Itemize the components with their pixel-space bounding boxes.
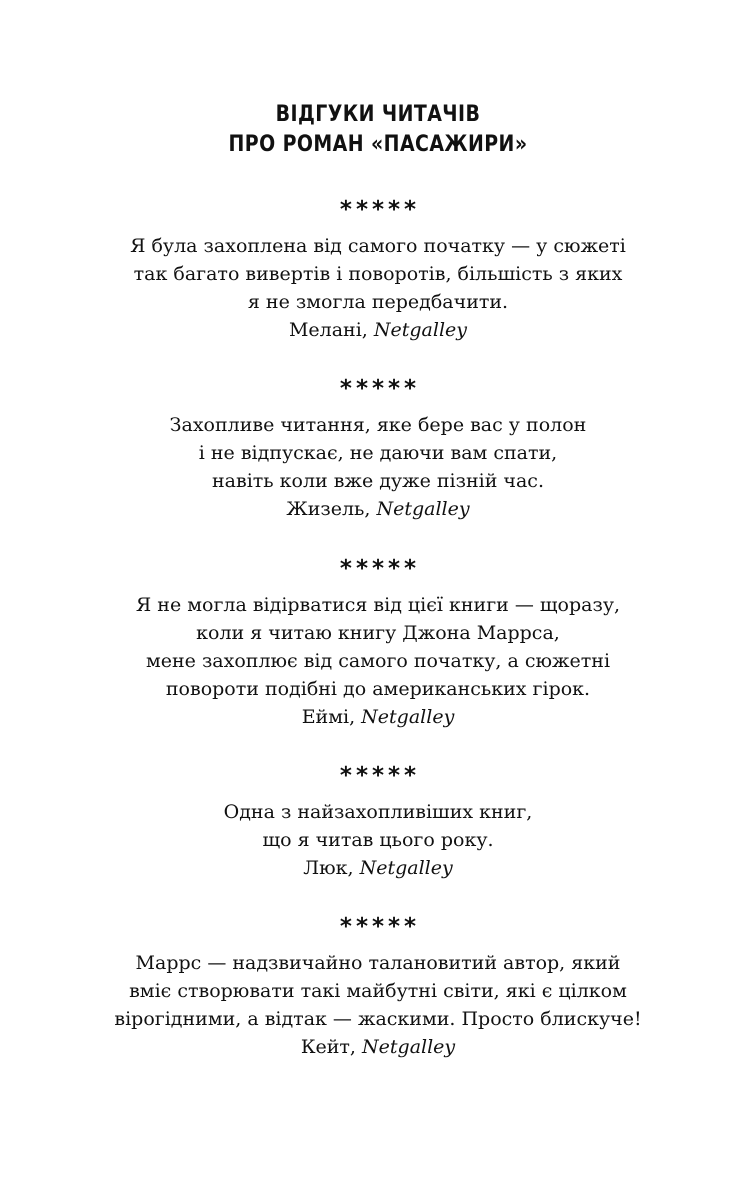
review-attribution (0, 495, 756, 523)
review-5 (0, 915, 756, 1061)
review-source: Netgalley (361, 706, 455, 728)
reviewer-name: Люк, (303, 857, 354, 879)
quote-line: повороти подібні до американських гірок. (165, 678, 591, 700)
quote-line: мене захоплює від самого початку, а сюжетні (145, 650, 611, 672)
quote-line: коли я читаю книгу Джона Маррса, (196, 622, 560, 644)
review-3 (0, 557, 756, 731)
quote-line: Я була захоплена від самого початку — у сюжеті (130, 235, 626, 257)
review-source: Netgalley (376, 498, 470, 520)
star-rating: ***** (339, 556, 421, 582)
reviewer-name: Еймі, (301, 706, 356, 728)
review-source: Netgalley (362, 1036, 456, 1058)
review-quote (0, 411, 756, 495)
review-source: Netgalley (373, 319, 468, 341)
quote-line: так багато вивертів і поворотів, більшість з яких (133, 263, 623, 285)
review-quote (0, 949, 756, 1033)
page-title (53, 100, 703, 160)
quote-line: вміє створювати такі майбутні світи, які є цілком (129, 980, 627, 1002)
quote-line: що я читав цього року. (262, 829, 494, 851)
review-attribution (0, 854, 756, 882)
review-1 (0, 198, 756, 344)
reviewer-name: Мелані, (288, 319, 368, 341)
quote-line: Захопливе читання, яке бере вас у полон (169, 414, 587, 436)
reviewer-name: Жизель, (286, 498, 371, 520)
title-line-1: ВІДГУКИ ЧИТАЧІВ (275, 102, 481, 127)
star-rating: ***** (339, 763, 421, 789)
quote-line: Я не могла відірватися від цієї книги — щоразу, (135, 594, 621, 616)
review-4 (0, 764, 756, 882)
reviewer-name: Кейт, (300, 1036, 356, 1058)
title-line-2: ПРО РОМАН «ПАСАЖИРИ» (228, 132, 528, 157)
star-rating: ***** (339, 914, 421, 940)
review-quote (0, 232, 756, 316)
review-quote (0, 591, 756, 703)
quote-line: Маррс — надзвичайно талановитий автор, який (135, 952, 621, 974)
quote-line: вірогідними, а відтак — жаскими. Просто блискуче! (114, 1008, 642, 1030)
review-attribution (0, 316, 756, 344)
review-attribution (0, 703, 756, 731)
review-quote (0, 798, 756, 854)
review-2 (0, 377, 756, 523)
quote-line: навіть коли вже дуже пізній час. (212, 470, 544, 492)
quote-line: Одна з найзахопливіших книг, (223, 801, 533, 823)
star-rating: ***** (339, 376, 421, 402)
review-attribution (0, 1033, 756, 1061)
quote-line: я не змогла передбачити. (247, 291, 509, 313)
star-rating: ***** (339, 197, 421, 223)
review-source: Netgalley (359, 857, 453, 879)
quote-line: і не відпускає, не даючи вам спати, (198, 442, 558, 464)
